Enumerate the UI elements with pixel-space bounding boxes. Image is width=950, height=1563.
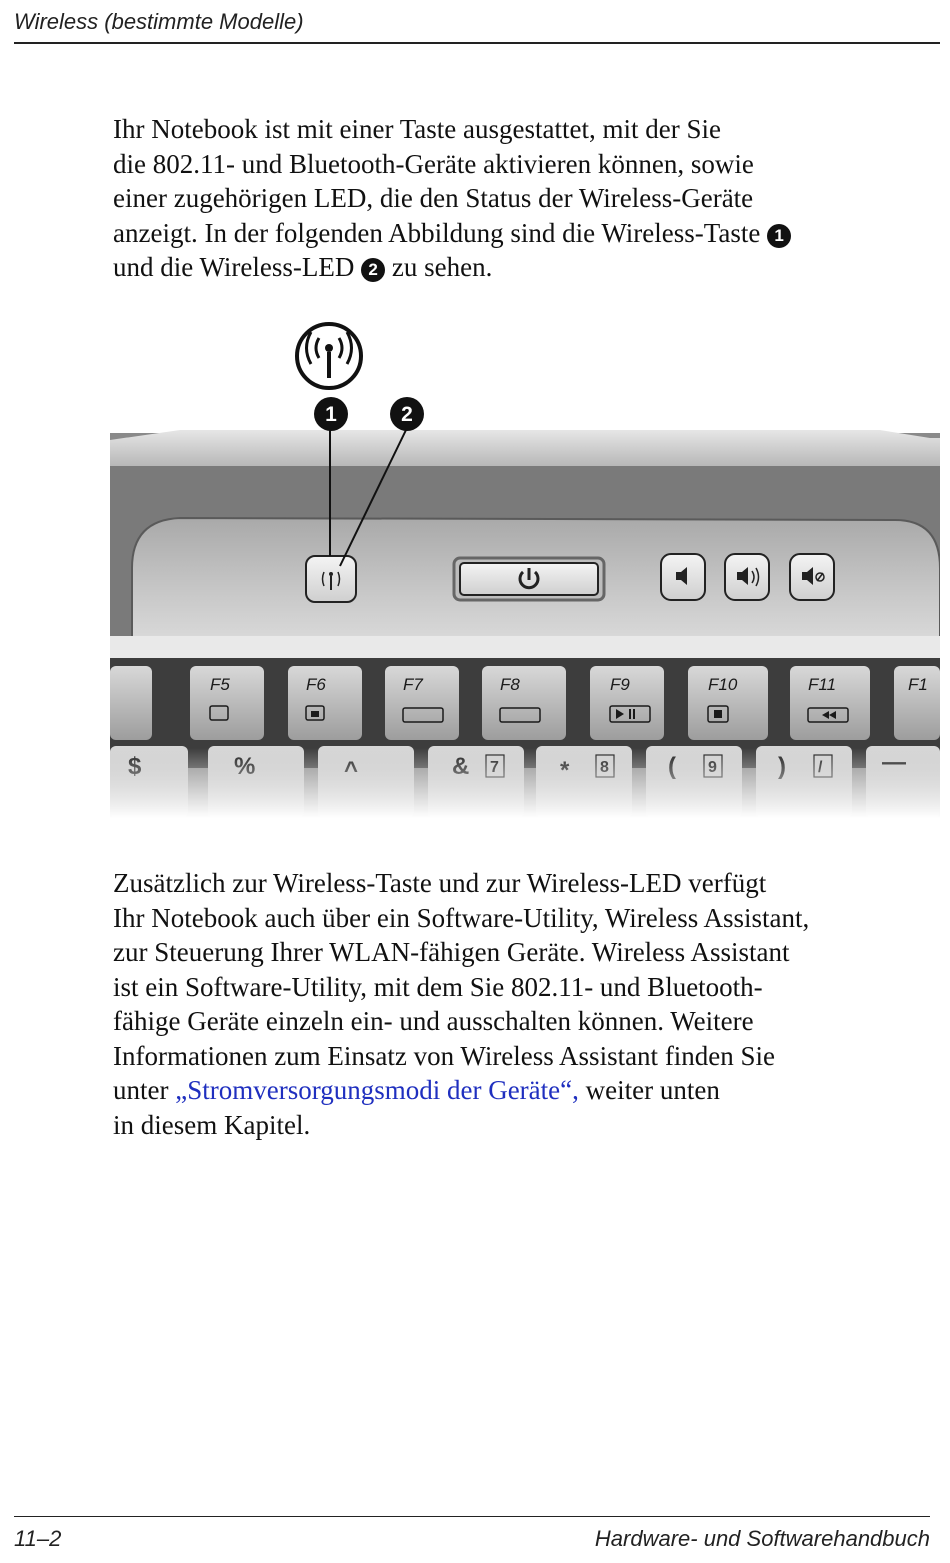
key-f8-label: F8: [500, 675, 520, 694]
key-f12-label: F1: [908, 675, 928, 694]
key-f6-label: F6: [306, 675, 326, 694]
body-line: [113, 1073, 943, 1108]
key-f7-label: F7: [403, 675, 423, 694]
body-line: Informationen zum Einsatz von Wireless Assistant finden Sie: [113, 1040, 776, 1071]
body-line: fähige Geräte einzeln ein- und ausschalten können. Weitere: [113, 1006, 754, 1036]
intro-line: die 802.11- und Bluetooth-Geräte aktivieren können, sowie: [113, 148, 754, 179]
wireless-icon: [297, 324, 361, 388]
key-partial[interactable]: [110, 666, 152, 740]
key-f11-label: F11: [808, 675, 837, 694]
volume-down-button[interactable]: [661, 554, 705, 600]
callout-1-marker: 1: [767, 224, 791, 248]
wireless-button[interactable]: [306, 556, 356, 602]
intro-line-text: anzeigt. In der folgenden Abbildung sind die Wireless-Taste: [113, 217, 761, 248]
intro-line: Ihr Notebook ist mit einer Taste ausgestattet, mit der Sie: [113, 114, 721, 144]
key-f8[interactable]: [482, 666, 566, 740]
callout-2-marker: 2: [361, 258, 385, 282]
power-button[interactable]: [454, 558, 604, 600]
page-number: 11–2: [14, 1526, 62, 1551]
intro-line-text: und die Wireless-LED: [113, 252, 355, 282]
body-paragraph: [113, 866, 943, 1142]
key-f10-label: F10: [708, 675, 738, 694]
body-line-text: weiter unten: [585, 1075, 720, 1105]
callout-2-badge: [390, 397, 424, 431]
body-line: zur Steuerung Ihrer WLAN-fähigen Geräte. Wireless Assistant: [113, 937, 790, 967]
book-title: Hardware- und Softwarehandbuch: [594, 1526, 930, 1551]
running-footer: [14, 1516, 930, 1557]
function-key-row: [110, 666, 940, 740]
intro-paragraph: [113, 112, 943, 285]
mute-button[interactable]: [790, 554, 834, 600]
intro-line: [113, 250, 943, 285]
keyboard-illustration: [110, 318, 940, 818]
volume-up-button[interactable]: [725, 554, 769, 600]
body-line-text: unter: [113, 1075, 169, 1105]
power-modes-link[interactable]: „Stromversorgungsmodi der Geräte“,: [175, 1075, 579, 1105]
body-line: ist ein Software-Utility, mit dem Sie 802.11- und Bluetooth-: [113, 971, 763, 1002]
intro-line-text: zu sehen.: [391, 252, 493, 282]
key-f5-label: F5: [210, 675, 230, 694]
body-line: Zusätzlich zur Wireless-Taste und zur Wireless-LED verfügt: [113, 868, 767, 898]
intro-line: [113, 216, 943, 251]
chapter-title: Wireless (bestimmte Modelle): [14, 9, 304, 34]
key-f9-label: F9: [610, 675, 630, 694]
callout-1-label: 1: [325, 403, 337, 426]
callout-1-badge: [314, 397, 348, 431]
body-line: in diesem Kapitel.: [113, 1109, 311, 1140]
body-line: Ihr Notebook auch über ein Software-Utility, Wireless Assistant,: [113, 902, 810, 933]
running-header: [14, 6, 940, 44]
intro-line: einer zugehörigen LED, die den Status der Wireless-Geräte: [113, 183, 754, 213]
callout-2-label: 2: [401, 403, 413, 426]
